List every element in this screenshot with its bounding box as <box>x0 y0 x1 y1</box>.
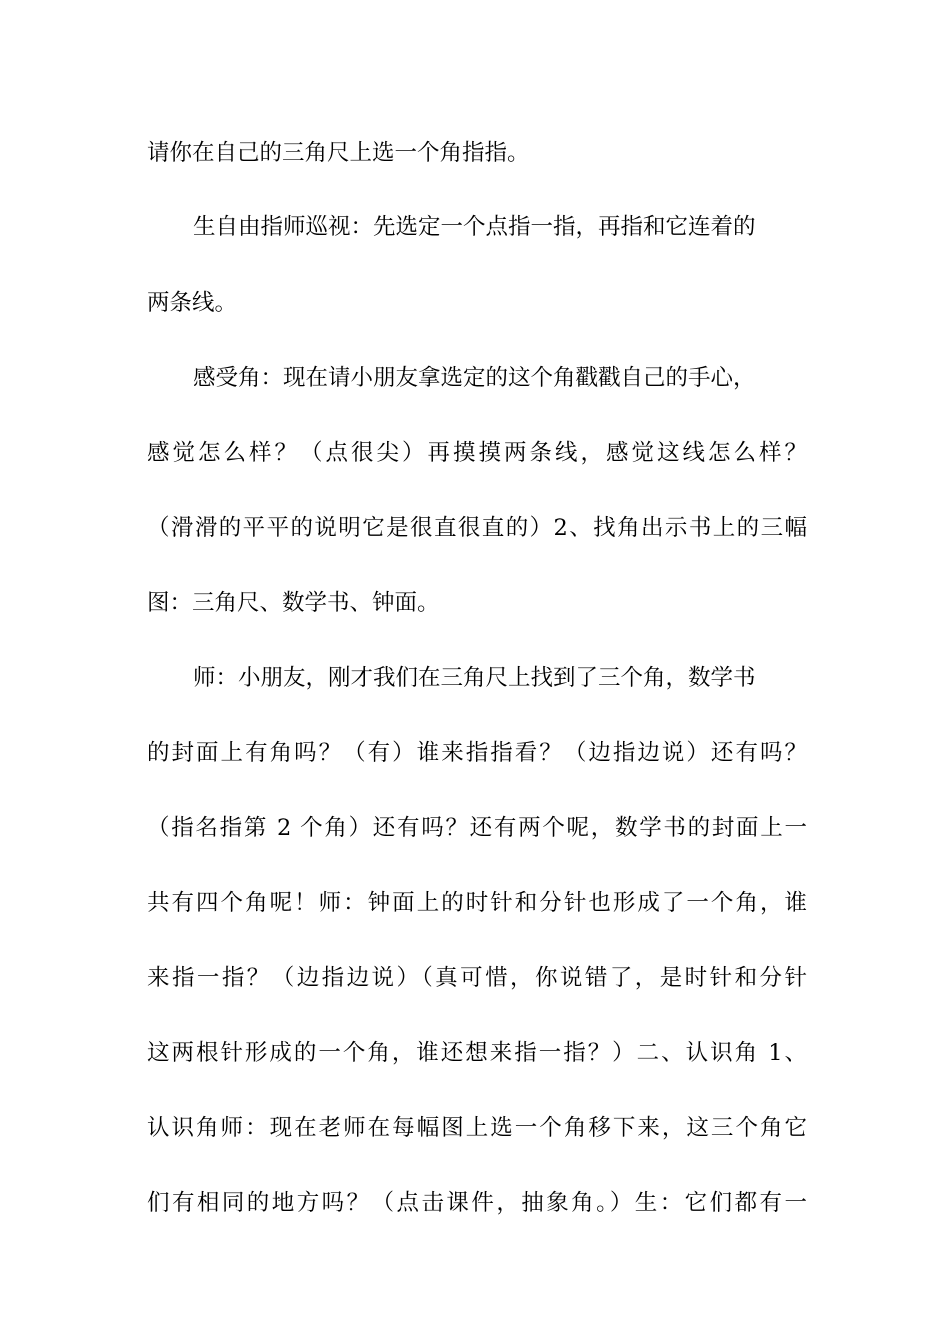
text-line-6: （滑滑的平平的说明它是很直很直的）2、找角出示书上的三幅 <box>147 515 807 541</box>
text-line-13: 这两根针形成的一个角，谁还想来指一指？）二、认识角 1、 <box>147 1040 807 1066</box>
text-line-7: 图：三角尺、数学书、钟面。 <box>147 590 440 616</box>
text-line-2: 生自由指师巡视：先选定一个点指一指，再指和它连着的 <box>193 214 756 240</box>
text-line-4: 感受角：现在请小朋友拿选定的这个角戳戳自己的手心， <box>193 365 756 391</box>
text-line-8: 师：小朋友，刚才我们在三角尺上找到了三个角，数学书 <box>193 665 756 691</box>
text-line-11: 共有四个角呢！师：钟面上的时针和分针也形成了一个角，谁 <box>147 890 807 916</box>
text-line-14: 认识角师：现在老师在每幅图上选一个角移下来，这三个角它 <box>147 1115 807 1141</box>
text-line-9: 的封面上有角吗？（有）谁来指指看？（边指边说）还有吗？ <box>147 740 807 766</box>
text-line-1: 请你在自己的三角尺上选一个角指指。 <box>147 140 530 166</box>
text-line-3: 两条线。 <box>147 290 238 316</box>
text-line-12: 来指一指？（边指边说）（真可惜，你说错了，是时针和分针 <box>147 965 807 991</box>
text-line-10: （指名指第 2 个角）还有吗？还有两个呢，数学书的封面上一 <box>147 815 807 841</box>
text-line-5: 感觉怎么样？（点很尖）再摸摸两条线，感觉这线怎么样？ <box>147 440 807 466</box>
text-line-15: 们有相同的地方吗？（点击课件，抽象角。）生：它们都有一 <box>147 1190 807 1216</box>
